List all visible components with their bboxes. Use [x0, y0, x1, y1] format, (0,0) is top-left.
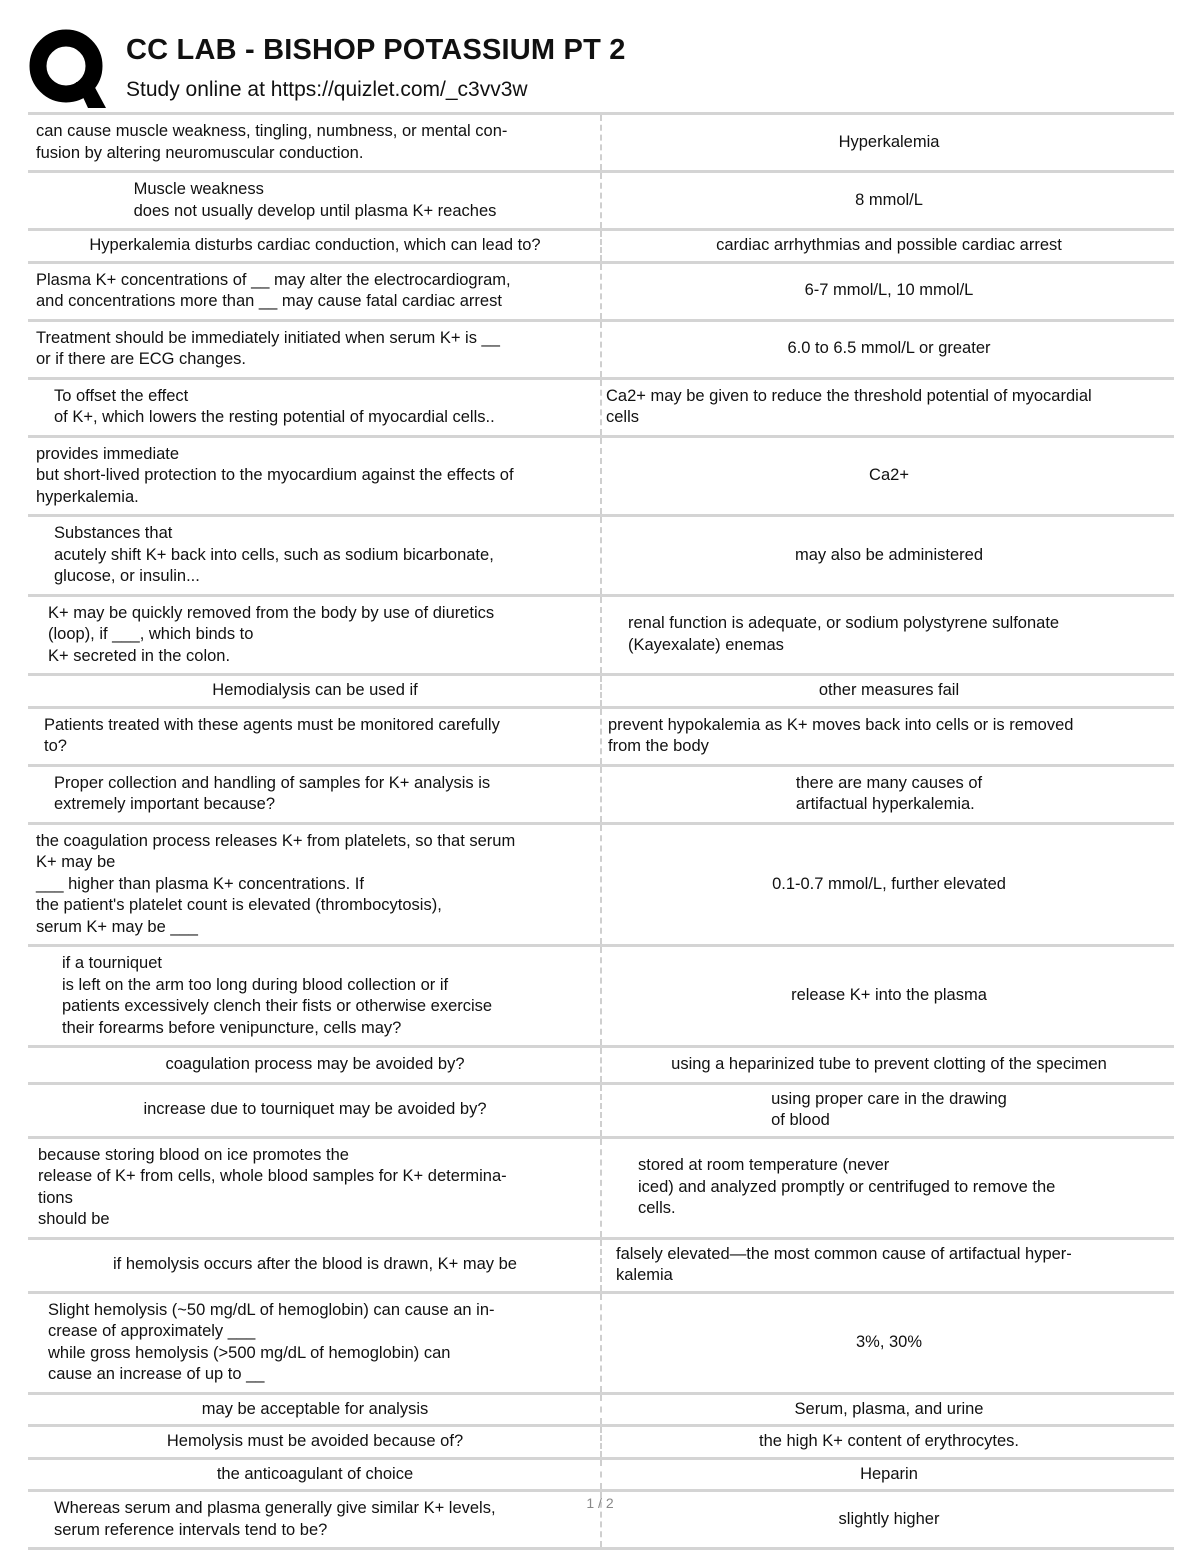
flashcard-term: may be acceptable for analysis [28, 1393, 601, 1426]
flashcard-row [28, 1137, 1174, 1238]
flashcard-definition: release K+ into the plasma [791, 986, 987, 1005]
flashcard-definition-cell [601, 1083, 1174, 1137]
flashcard-definition: Hyperkalemia [838, 132, 940, 151]
flashcard-row [28, 1292, 1174, 1393]
flashcard-term: K+ may be quickly removed from the body by use of diuretics (loop), if ___, which binds to K+ secreted in the colon. [28, 595, 601, 675]
flashcard-row [28, 516, 1174, 596]
flashcard-definition: 0.1-0.7 mmol/L, further elevated [772, 874, 1006, 893]
flashcard-row [28, 320, 1174, 378]
flashcard-row [28, 436, 1174, 516]
flashcard-definition: slightly higher [838, 1509, 940, 1528]
flashcard-term: Treatment should be immediately initiated when serum K+ is __ or if there are ECG changes. [28, 320, 601, 378]
flashcard-row [28, 230, 1174, 263]
flashcard-definition: renal function is adequate, or sodium polystyrene sulfonate (Kayexalate) enemas [628, 614, 1060, 654]
flashcard-definition: 3%, 30% [855, 1332, 923, 1351]
flashcard-row [28, 595, 1174, 675]
flashcard-row [28, 946, 1174, 1047]
flashcard-definition: Ca2+ may be given to reduce the threshold potential of myocardial cells [606, 386, 1092, 426]
flashcard-definition: cardiac arrhythmias and possible cardiac arrest [716, 236, 1062, 254]
flashcard-term: can cause muscle weakness, tingling, numbness, or mental con- fusion by altering neuromuscular conduction. [28, 114, 601, 172]
flashcard-definition: other measures fail [818, 681, 960, 699]
flashcard-term: because storing blood on ice promotes the release of K+ from cells, whole blood samples for K+ determina- tions should be [28, 1137, 601, 1238]
flashcard-definition-cell [601, 765, 1174, 823]
flashcard-row [28, 262, 1174, 320]
flashcard-row [28, 765, 1174, 823]
flashcard-term-cell [28, 172, 601, 230]
flashcard-term: Hemodialysis can be used if [28, 675, 601, 708]
flashcard-row [28, 378, 1174, 436]
flashcard-definition: 6-7 mmol/L, 10 mmol/L [804, 281, 974, 300]
flashcard-row [28, 114, 1174, 172]
flashcard-row [28, 823, 1174, 946]
flashcard-term: Patients treated with these agents must be monitored carefully to? [28, 707, 601, 765]
flashcard-definition: the high K+ content of erythrocytes. [758, 1432, 1020, 1450]
flashcard-row [28, 707, 1174, 765]
flashcard-definition: may also be administered [794, 545, 983, 564]
flashcard-term: Slight hemolysis (~50 mg/dL of hemoglobin) can cause an in- crease of approximately ___ while gross hemolysis (>500 mg/dL of hemoglobin) can cause an increase of up to __ [28, 1292, 601, 1393]
flashcard-definition: there are many causes of artifactual hyperkalemia. [795, 773, 983, 813]
page-indicator: 1 / 2 [586, 1495, 614, 1511]
flashcard-table [28, 112, 1174, 1550]
flashcard-definition: Serum, plasma, and urine [794, 1399, 984, 1418]
quizlet-q-logo-icon [28, 28, 108, 108]
flashcard-row [28, 675, 1174, 708]
flashcard-term: Plasma K+ concentrations of __ may alter the electrocardiogram, and concentrations more than __ may cause fatal cardiac arrest [28, 262, 601, 320]
flashcard-definition: Ca2+ [869, 466, 909, 484]
flashcard-row [28, 1047, 1174, 1084]
flashcard-term: the coagulation process releases K+ from platelets, so that serum K+ may be ___ higher than plasma K+ concentrations. If the patient's platelet count is elevated (thrombocytosis), serum K+ may be ___ [28, 823, 601, 946]
page-title: CC LAB - BISHOP POTASSIUM PT 2 [126, 34, 626, 66]
flashcard-definition: Heparin [860, 1464, 918, 1483]
study-link-subtitle: Study online at https://quizlet.com/_c3vv3w [126, 78, 528, 101]
flashcard-term: if a tourniquet is left on the arm too long during blood collection or if patients excessively clench their fists or otherwise exercise their forearms before venipuncture, cells may? [28, 946, 601, 1047]
flashcard-definition: falsely elevated—the most common cause of artifactual hyper- kalemia [616, 1244, 1072, 1284]
flashcard-term: To offset the effect of K+, which lowers the resting potential of myocardial cells.. [28, 378, 601, 436]
flashcard-row [28, 1238, 1174, 1292]
flashcard-definition: 6.0 to 6.5 mmol/L or greater [787, 339, 991, 358]
flashcard-term: Hyperkalemia disturbs cardiac conduction, which can lead to? [28, 230, 601, 263]
page-header [28, 28, 1172, 112]
flashcard-term: increase due to tourniquet may be avoided by? [28, 1083, 601, 1137]
flashcard-row [28, 1083, 1174, 1137]
flashcard-definition: 8 mmol/L [855, 190, 923, 209]
flashcard-row [28, 1393, 1174, 1426]
flashcard-definition: using proper care in the drawing of blood [771, 1089, 1007, 1129]
flashcard-term: Whereas serum and plasma generally give similar K+ levels, serum reference intervals tend to be? [28, 1491, 601, 1549]
flashcard-definition: stored at room temperature (never iced) and analyzed promptly or centrifuged to remove the cells. [638, 1156, 1056, 1218]
flashcard-term: Hemolysis must be avoided because of? [28, 1426, 601, 1459]
flashcard-row [28, 1458, 1174, 1491]
flashcard-term: Substances that acutely shift K+ back into cells, such as sodium bicarbonate, glucose, or insulin... [28, 516, 601, 596]
flashcard-table-body [28, 114, 1174, 1549]
flashcard-row [28, 172, 1174, 230]
flashcard-term: Proper collection and handling of samples for K+ analysis is extremely important because? [28, 765, 601, 823]
flashcard-definition: prevent hypokalemia as K+ moves back into cells or is removed from the body [608, 715, 1074, 755]
flashcard-term: provides immediate but short-lived protection to the myocardium against the effects of hyperkalemia. [28, 436, 601, 516]
flashcard-term: if hemolysis occurs after the blood is drawn, K+ may be [28, 1238, 601, 1292]
flashcard-row [28, 1426, 1174, 1459]
flashcard-term: Muscle weakness does not usually develop until plasma K+ reaches [133, 180, 497, 220]
flashcard-term: coagulation process may be avoided by? [28, 1047, 601, 1084]
flashcard-definition: using a heparinized tube to prevent clotting of the specimen [671, 1055, 1107, 1073]
flashcard-term: the anticoagulant of choice [28, 1458, 601, 1491]
